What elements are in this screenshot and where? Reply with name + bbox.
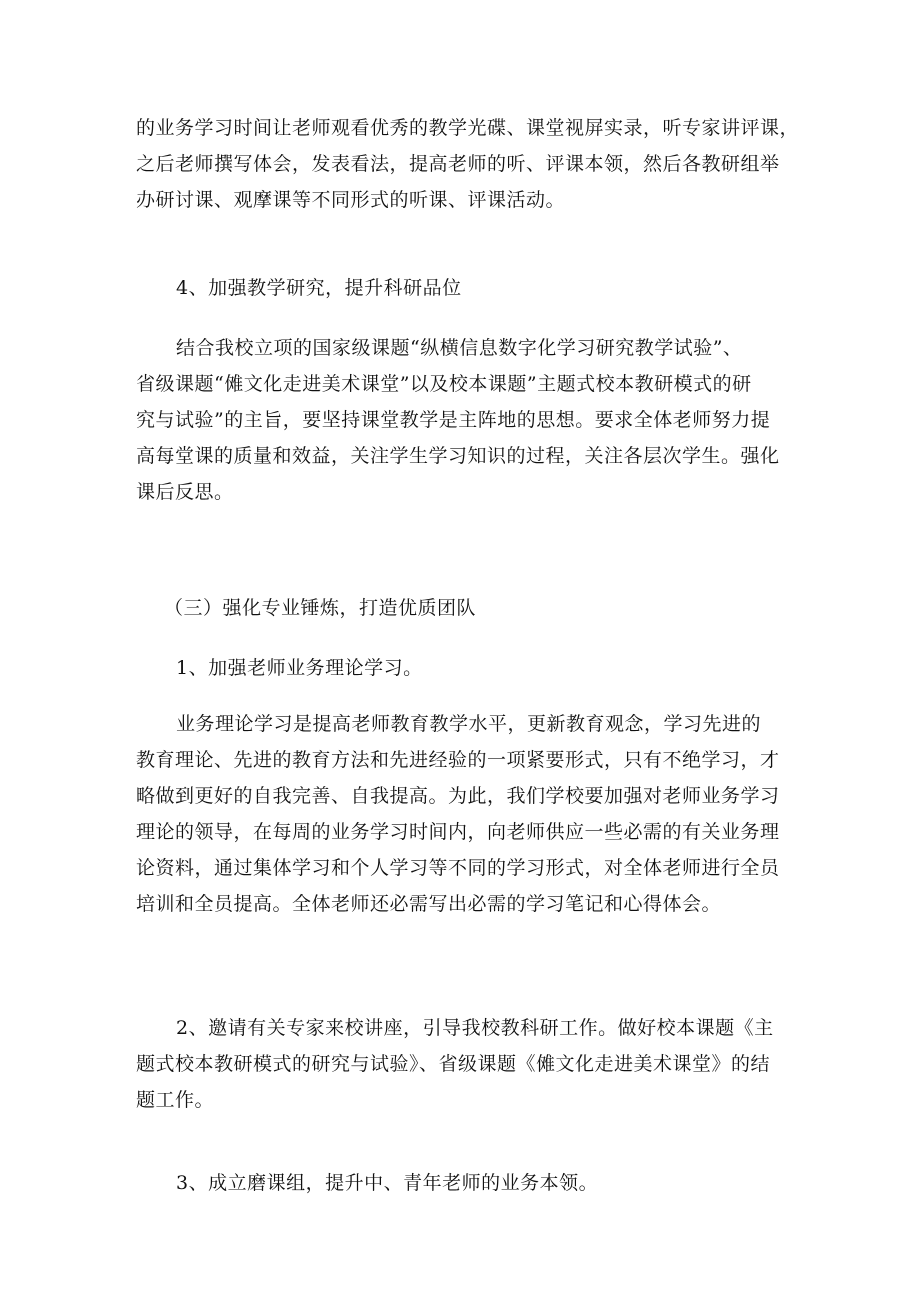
- text-line: 究与试验”的主旨，要坚持课堂教学是主阵地的思想。要求全体老师努力提: [136, 409, 771, 431]
- text-line: 业务理论学习是提高老师教育教学水平，更新教育观念，学习先进的: [176, 713, 762, 735]
- text-line: 结合我校立项的国家级课题“纵横信息数字化学习研究教学试验”、: [176, 337, 743, 359]
- paragraph-experts: [136, 1010, 788, 1118]
- text-line: 办研讨课、观摩课等不同形式的听课、评课活动。: [136, 189, 566, 211]
- text-line: 论资料，通过集体学习和个人学习等不同的学习形式，对全体老师进行全员: [136, 857, 780, 879]
- text-line: 题式校本教研模式的研究与试验》、省级课题《傩文化走进美术课堂》的结: [136, 1053, 771, 1075]
- heading-text: 3、成立磨课组，提升中、青年老师的业务本领。: [176, 1172, 599, 1194]
- text-line: 培训和全员提高。全体老师还必需写出必需的学习笔记和心得体会。: [136, 893, 722, 915]
- text-line: 的业务学习时间让老师观看优秀的教学光碟、课堂视屏实录，听专家讲评课，: [136, 117, 800, 139]
- text-line: 高每堂课的质量和效益，关注学生学习知识的过程，关注各层次学生。强化: [136, 445, 780, 467]
- heading-text: 1、加强老师业务理论学习。: [176, 657, 423, 679]
- paragraph-theory: [136, 706, 788, 922]
- heading-text: （三）强化专业锤炼，打造优质团队: [164, 597, 477, 619]
- paragraph-continued: [136, 110, 800, 218]
- heading-text: 4、加强教学研究，提升科研品位: [176, 277, 462, 299]
- text-line: 之后老师撰写体会，发表看法，提高老师的听、评课本领，然后各教研组举: [136, 153, 780, 175]
- subheading-1: [136, 650, 788, 686]
- text-line: 理论的领导，在每周的业务学习时间内，向老师供应一些必需的有关业务理: [136, 821, 780, 843]
- section-heading-3: [164, 590, 816, 626]
- paragraph-research: [136, 330, 788, 510]
- text-line: 2、邀请有关专家来校讲座，引导我校教科研工作。做好校本课题《主: [176, 1017, 774, 1039]
- text-line: 省级课题“傩文化走进美术课堂”以及校本课题”主题式校本教研模式的研: [136, 373, 752, 395]
- subheading-3: [136, 1165, 788, 1201]
- text-line: 略做到更好的自我完善、自我提高。为此，我们学校要加强对老师业务学习: [136, 785, 780, 807]
- text-line: 课后反思。: [136, 481, 234, 503]
- text-line: 教育理论、先进的教育方法和先进经验的一项紧要形式，只有不绝学习，才: [136, 749, 780, 771]
- section-heading-4: [136, 270, 788, 306]
- text-line: 题工作。: [136, 1089, 215, 1111]
